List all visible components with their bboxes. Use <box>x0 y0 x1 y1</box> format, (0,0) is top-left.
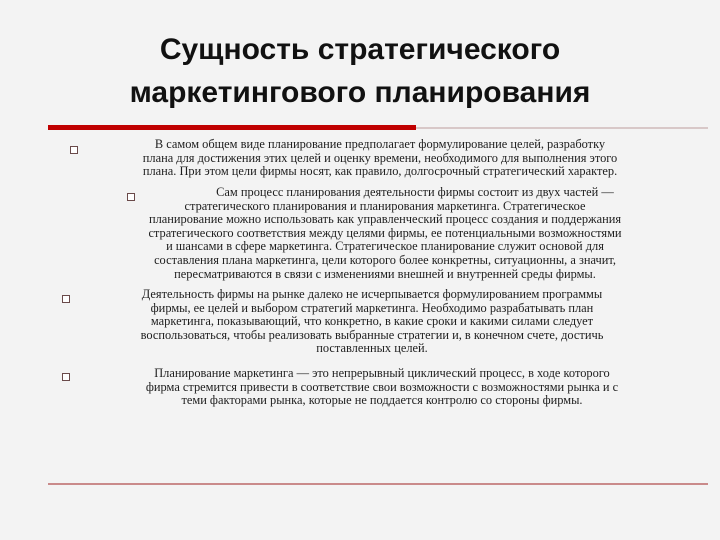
paragraph-line: фирмы, ее целей и выбором стратегий маркетинга. Необходимо разрабатывать план <box>150 300 594 315</box>
paragraph-line: стратегического соответствия между целями фирмы, ее потенциальными возможностями <box>148 225 622 240</box>
paragraph-line: планирование можно использовать как управленческий процесс создания и поддержания <box>148 212 622 227</box>
title-line-1: Сущность стратегического <box>159 33 561 66</box>
paragraph-line: составления плана маркетинга, цели которого более конкретны, ситуационны, а значит, <box>154 252 616 267</box>
bottom-divider <box>48 483 708 485</box>
paragraph-line: плана. При этом цели фирмы носят, как правило, долгосрочный стратегический характер. <box>142 164 618 179</box>
paragraph-line: теми факторами рынка, которые не поддается контролю со стороны фирмы. <box>181 393 583 408</box>
paragraph-line: пересматриваются в связи с изменениями внешней и внутренней среды фирмы. <box>174 266 596 281</box>
paragraph-line: В самом общем виде планирование предполагает формулирование целей, разработку <box>154 137 606 151</box>
bullet-square-icon <box>70 146 78 154</box>
paragraph-line: Деятельность фирмы на рынке далеко не исчерпывается формулированием программы <box>141 287 603 301</box>
title-accent-bar <box>48 125 416 130</box>
paragraph-line: Планирование маркетинга — это непрерывный циклический процесс, в ходе которого <box>154 366 610 380</box>
paragraph-2 <box>85 186 685 281</box>
paragraph-1 <box>80 138 680 179</box>
bullet-square-icon <box>62 373 70 381</box>
paragraph-line: поставленных целей. <box>316 341 428 356</box>
paragraph-4 <box>82 367 682 408</box>
paragraph-line: Сам процесс планирования деятельности фирмы состоит из двух частей — <box>216 185 614 199</box>
paragraph-line: воспользоваться, чтобы реализовать выбранные стратегии и, в конечном счете, достичь <box>140 327 604 342</box>
paragraph-line: плана для достижения этих целей и оценку времени, необходимого для выполнения этого <box>142 150 618 165</box>
paragraph-line: и шансами в сфере маркетинга. Стратегическое планирование служит основой для <box>166 239 604 254</box>
title-line-2: маркетингового планирования <box>129 76 591 109</box>
bullet-square-icon <box>62 295 70 303</box>
slide-title <box>60 28 660 114</box>
paragraph-line: фирма стремится привести в соответствие свои возможности с возможностями рынка и с <box>145 379 619 394</box>
paragraph-line: стратегического планирования и планирования маркетинга. Стратегическое <box>184 198 586 213</box>
paragraph-line: маркетинга, показывающий, что конкретно, в какие сроки и какими силами следует <box>150 314 594 329</box>
paragraph-3 <box>72 288 672 356</box>
